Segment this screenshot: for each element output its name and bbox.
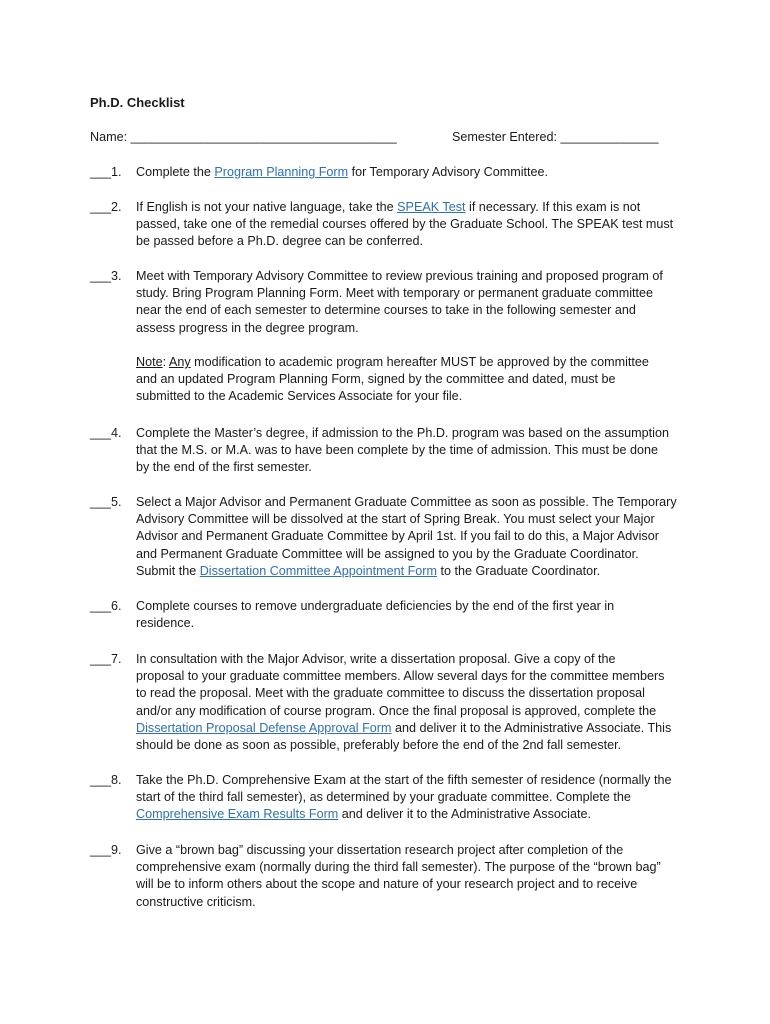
item-text-line: comprehensive exam (normally during the third fall semester). The purpose of the “brown bag” (136, 860, 661, 875)
item-text-line: passed, take one of the remedial courses offered by the Graduate School. The SPEAK test must (136, 217, 674, 232)
item-text-line: and/or any modification of course program. Once the final proposal is approved, complete the (136, 703, 657, 718)
item-text (136, 199, 684, 251)
item-number: ___3. (90, 269, 122, 283)
item-text-line: residence. (136, 616, 195, 631)
comprehensive-exam-results-form-link[interactable]: Comprehensive Exam Results Form (136, 807, 339, 822)
item-text-segment: for Temporary Advisory Committee. (348, 165, 549, 179)
item-text-segment: Complete the (136, 165, 215, 179)
item-text-line: Advisory Committee will be dissolved at the start of Spring Break. You must select your Major (136, 512, 655, 527)
item-number: ___8. (90, 773, 122, 787)
name-semester-row (90, 129, 690, 146)
item-text-line: to read the proposal. Meet with the graduate committee to discuss the dissertation proposal (136, 686, 645, 701)
note-line: and an updated Program Planning Form, signed by the committee and dated, must be (136, 372, 616, 387)
item-number: ___6. (90, 599, 122, 613)
item-text-line: by the end of the first semester. (136, 460, 312, 475)
item-text-segment: and deliver it to the Administrative Associate. (338, 807, 591, 822)
item-text (136, 268, 684, 406)
item-text-line: In consultation with the Major Advisor, write a dissertation proposal. Give a copy of the (136, 652, 616, 666)
item-number: ___5. (90, 495, 122, 509)
item-text-line: near the end of each semester to determine courses to take in the following semester and (136, 303, 636, 318)
item-text (136, 772, 684, 824)
program-planning-form-link[interactable]: Program Planning Form (214, 165, 349, 179)
note-line: submitted to the Academic Services Associate for your file. (136, 389, 463, 404)
item-text-line: that the M.S. or M.A. was to have been complete by the time of admission. This must be done (136, 443, 658, 458)
item-text-line: Complete courses to remove undergraduate deficiencies by the end of the first year in (136, 599, 615, 613)
item-text-line: study. Bring Program Planning Form. Meet with temporary or permanent graduate committee (136, 286, 654, 301)
item-text (136, 842, 684, 911)
speak-test-link[interactable]: SPEAK Test (397, 200, 466, 214)
note-label: Note (136, 355, 163, 369)
item-text-segment: if necessary. If this exam is not (465, 200, 641, 214)
item-text-line: proposal to your graduate committee members. Allow several days for the committee members (136, 669, 665, 684)
item-text-line: will be to inform others about the scope and nature of your research project and to receive (136, 877, 638, 892)
item-text-segment: to the Graduate Coordinator. (436, 563, 601, 578)
item-text-line: Select a Major Advisor and Permanent Graduate Committee as soon as possible. The Temporary (136, 495, 677, 509)
page-title: Ph.D. Checklist (90, 95, 185, 110)
item-text-segment: modification to academic program hereafter MUST be approved by the committee (190, 355, 649, 369)
item-text (136, 425, 684, 477)
item-number: ___4. (90, 426, 122, 440)
dissertation-committee-appointment-form-link[interactable]: Dissertation Committee Appointment Form (199, 563, 437, 578)
item-text (136, 164, 684, 181)
item-text-line: Give a “brown bag” discussing your dissertation research project after completion of the (136, 843, 624, 857)
item-text (136, 598, 684, 632)
semester-entered-field: Semester Entered: ______________ (452, 130, 659, 144)
item-text-line: Meet with Temporary Advisory Committee to review previous training and proposed program of (136, 269, 663, 283)
item-text-line: assess progress in the degree program. (136, 320, 359, 335)
item-text-segment: and deliver it to the Administrative Associate. This (391, 720, 672, 735)
name-field: Name: ______________________________________ (90, 130, 397, 144)
item-text-line: should be done as soon as possible, preferably before the end of the 2nd fall semester. (136, 738, 622, 753)
item-text-line: constructive criticism. (136, 894, 256, 909)
item-text-line: be passed before a Ph.D. degree can be conferred. (136, 234, 424, 249)
item-text-segment: Submit the (136, 563, 200, 578)
item-text-line: Advisor and Permanent Graduate Committee by April 1st. If you fail to do this, a Major Advisor (136, 529, 659, 544)
note-emphasis: Any (168, 355, 191, 369)
item-number: ___7. (90, 652, 122, 666)
dissertation-proposal-defense-approval-form-link[interactable]: Dissertation Proposal Defense Approval Form (136, 720, 392, 735)
note-line (136, 354, 684, 371)
item-text-line: start of the third fall semester), as determined by your graduate committee. Complete the (136, 790, 631, 805)
item-text-line: and Permanent Graduate Committee will be assigned to you by the Graduate Coordinator. (136, 546, 639, 561)
item-text-segment: : (162, 355, 169, 369)
item-text-line: Take the Ph.D. Comprehensive Exam at the start of the fifth semester of residence (normally the (136, 773, 672, 787)
item-text (136, 494, 684, 580)
item-text-line: Complete the Master’s degree, if admission to the Ph.D. program was based on the assumption (136, 426, 669, 440)
item-number: ___1. (90, 165, 122, 179)
item-text (136, 651, 684, 754)
item-text-segment: If English is not your native language, take the (136, 200, 398, 214)
item-number: ___2. (90, 200, 122, 214)
item-number: ___9. (90, 843, 122, 857)
